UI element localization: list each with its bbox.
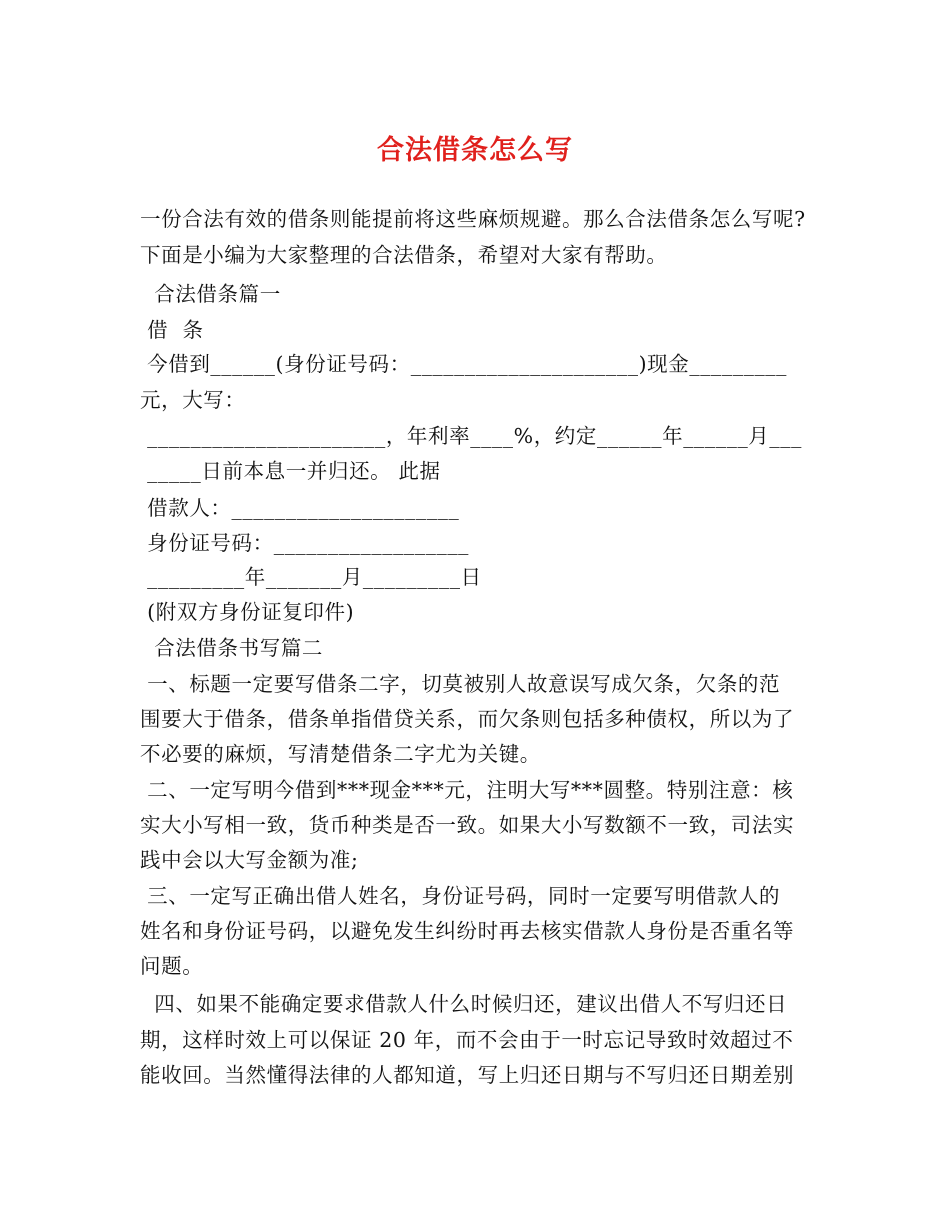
iou-id-line: 身份证号码：__________________ (140, 531, 470, 555)
iou-line: ______________________，年利率____%，约定______年______月___ (140, 424, 802, 448)
iou-date-line: _________年_______月_________日 (140, 565, 482, 589)
paragraph-line: 一、标题一定要写借条二字，切莫被别人故意误写成欠条，欠条的范 (140, 672, 781, 696)
paragraph-line: 四、如果不能确定要求借款人什么时候归还，建议出借人不写归还日 (140, 992, 788, 1016)
iou-borrower-line: 借款人：_____________________ (140, 496, 460, 520)
iou-line: 今借到______(身份证号码：_____________________)现金_________ (140, 352, 788, 376)
paragraph-line: 二、一定写明今借到***现金***元，注明大写***圆整。特别注意：核 (140, 778, 794, 802)
paragraph-line: 三、一定写正确出借人姓名，身份证号码，同时一定要写明借款人的 (140, 884, 781, 908)
iou-line: 元，大写： (140, 388, 246, 412)
iou-line: _____日前本息一并归还。 此据 (140, 459, 441, 483)
iou-heading: 借 条 (140, 318, 204, 342)
paragraph-line: 期，这样时效上可以保证 20 年，而不会由于一时忘记导致时效超过不 (140, 1028, 794, 1052)
paragraph-line: 问题。 (140, 954, 204, 978)
iou-note: (附双方身份证复印件) (140, 600, 355, 624)
document-title: 合法借条怎么写 (377, 135, 573, 166)
paragraph-line: 一份合法有效的借条则能提前将这些麻烦规避。那么合法借条怎么写呢? (140, 207, 806, 231)
paragraph-line: 践中会以大写金额为准; (140, 848, 359, 872)
paragraph-line: 能收回。当然懂得法律的人都知道，写上归还日期与不写归还日期差别 (140, 1063, 795, 1087)
paragraph-line: 下面是小编为大家整理的合法借条，希望对大家有帮助。 (140, 243, 668, 267)
section-heading: 合法借条篇一 (140, 282, 281, 306)
paragraph-line: 不必要的麻烦，写清楚借条二字尤为关键。 (140, 742, 541, 766)
paragraph-line: 姓名和身份证号码，以避免发生纠纷时再去核实借款人身份是否重名等 (140, 919, 795, 943)
section-heading: 合法借条书写篇二 (140, 636, 324, 660)
paragraph-line: 围要大于借条，借条单指借贷关系，而欠条则包括多种债权，所以为了 (140, 707, 795, 731)
paragraph-line: 实大小写相一致，货币种类是否一致。如果大小写数额不一致，司法实 (140, 813, 795, 837)
